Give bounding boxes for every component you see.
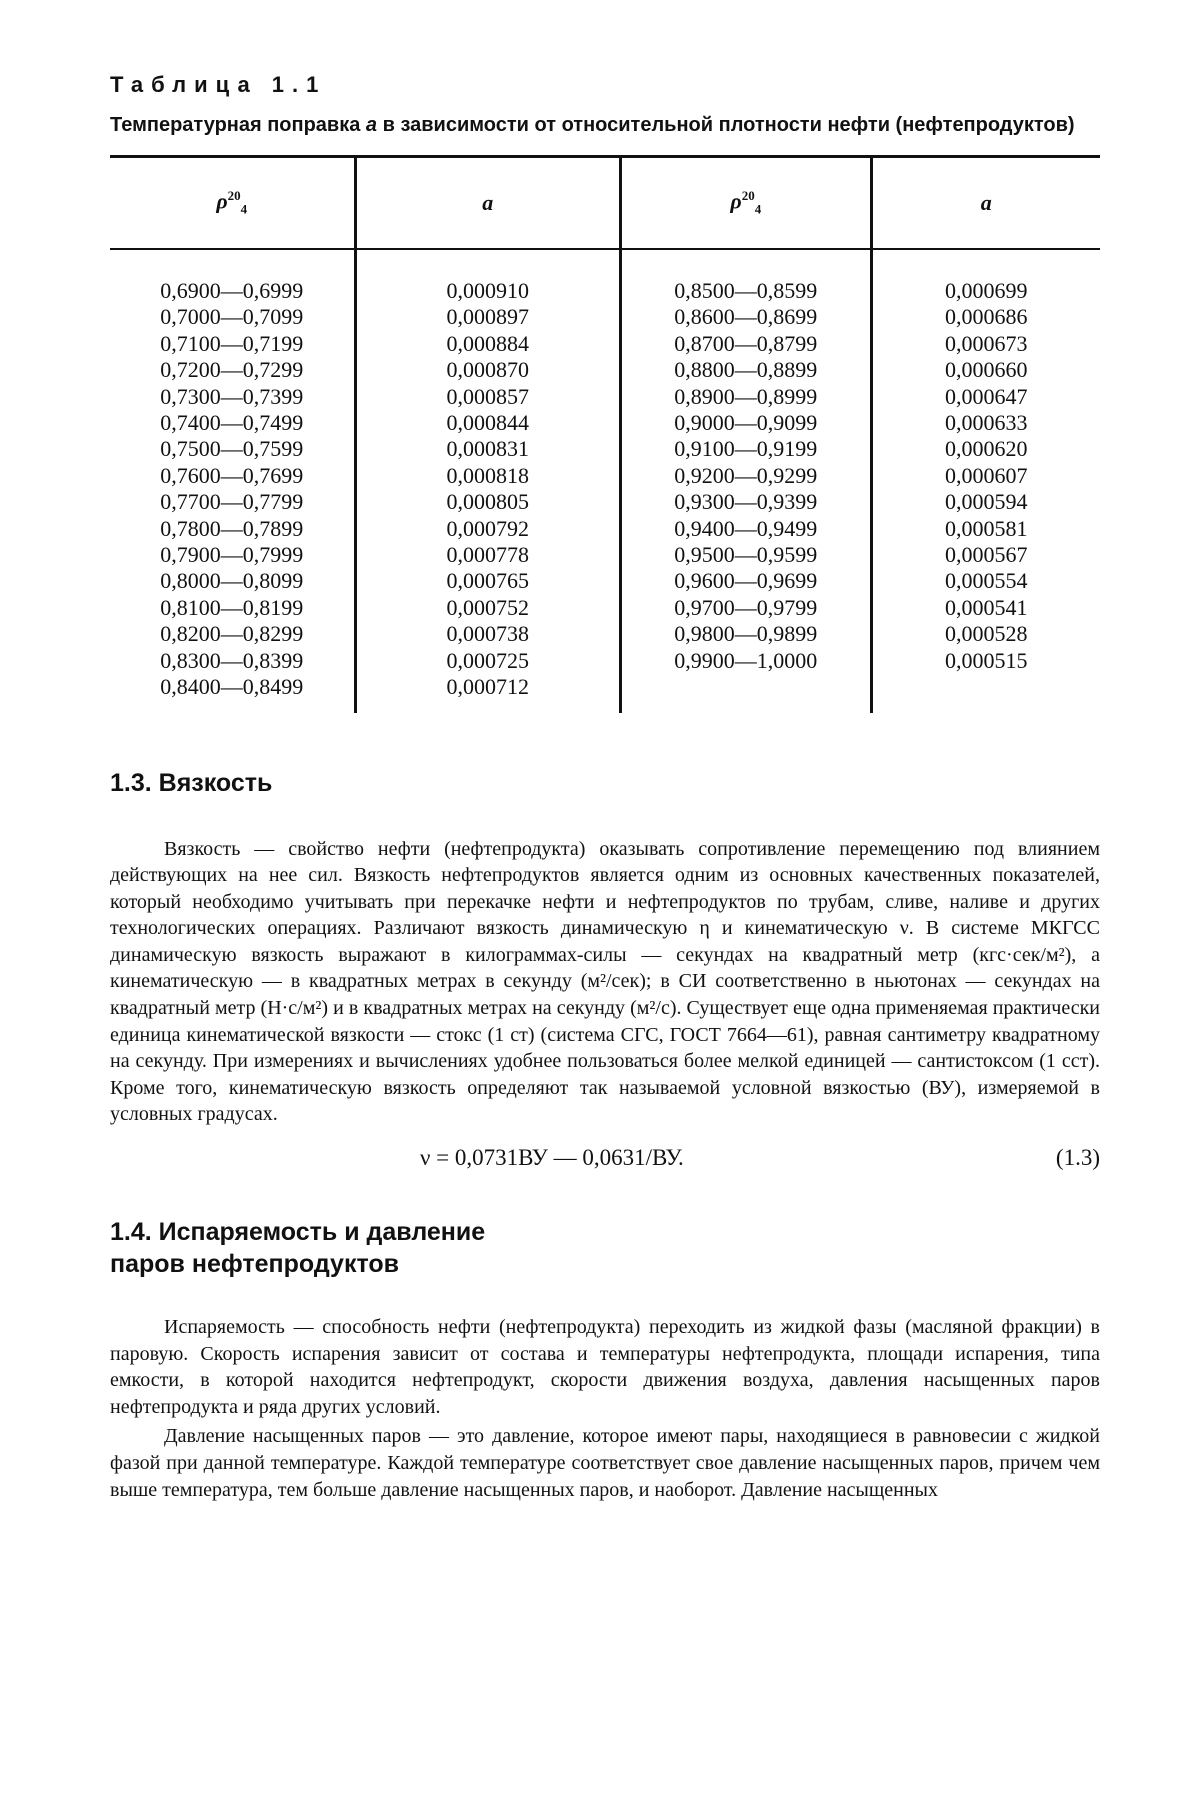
table-cell-density: 0,8700—0,8799	[674, 330, 818, 356]
table-cell-correction: 0,000620	[945, 436, 1028, 462]
table-cell-correction: 0,000870	[446, 357, 530, 383]
table-cell-density: 0,8500—0,8599	[674, 278, 818, 303]
table-cell-correction: 0,000765	[446, 568, 530, 594]
section-1-4-title	[110, 1216, 1100, 1280]
table-cell-correction: 0,000792	[446, 515, 530, 541]
table-cell-density: 0,7500—0,7599	[160, 436, 304, 462]
section-1-3-title: 1.3. Вязкость	[110, 768, 273, 797]
table-caption-part2: в зависимости от относительной плотности нефти (нефтепродуктов)	[377, 114, 1075, 136]
table-cell-density: 0,8900—0,8999	[674, 383, 818, 409]
table-cell-correction: 0,000567	[945, 542, 1028, 568]
density-column-left	[110, 249, 355, 713]
density-column-right	[621, 249, 871, 713]
section-1-3-paragraph: Вязкость — свойство нефти (нефтепродукта) оказывать сопротивление перемещению под влиянием действующих на нее сил. Вязкость нефтепродуктов является одним из основных качественных показателей, который необходимо учитывать при перекачке нефти и нефтепродуктов по трубам, сливе, наливе и других технологических операциях. Различают вязкость динамическую η и кинематическую ν. В системе МКГСС динамическую вязкость выражают в килограммах-силы — секундах на квадратный метр (кгс·сек/м²), а кинематическую — в квадратных метрах в секунду (м²/сек); в СИ соответственно в ньютонах — секундах на квадратный метр (Н·с/м²) и в квадратных метрах на секунду (м²/с). Существует еще одна применяемая практически единица кинематической вязкости — стокс (1 ст) (система СГС, ГОСТ 7664—61), равная сантиметру квадратному на секунду. При измерениях и вычислениях удобнее пользоваться более мелкой единицей — сантистоксом (1 сст). Кроме того, кинематическую вязкость определяют так называемой условной вязкостью (ВУ), измеряемой в условных градусах.	[110, 837, 1100, 1126]
table-cell-correction: 0,000752	[446, 594, 530, 620]
table-cell-correction: 0,000673	[945, 330, 1028, 356]
table-cell-density: 0,7000—0,7099	[160, 304, 304, 330]
table-cell-density: 0,9100—0,9199	[674, 436, 818, 462]
table-cell-density: 0,7900—0,7999	[160, 542, 304, 568]
table-cell-correction: 0,000686	[945, 304, 1028, 330]
table-cell-density: 0,9000—0,9099	[674, 410, 818, 436]
table-cell-density: 0,9400—0,9499	[674, 515, 818, 541]
table-cell-correction: 0,000515	[945, 647, 1028, 673]
header-correction-right: a	[871, 157, 1100, 250]
table-cell-correction: 0,000581	[945, 515, 1028, 541]
table-cell-density: 0,9800—0,9899	[674, 621, 818, 647]
table-caption-part1: Температурная поправка	[110, 114, 366, 136]
table-caption-symbol: a	[365, 114, 378, 136]
table-cell-correction: 0,000541	[945, 594, 1028, 620]
table-cell-density: 0,6900—0,6999	[160, 278, 304, 303]
section-1-4-paragraph-1: Испаряемость — способность нефти (нефтепродукта) переходить из жидкой фазы (масляной фракции) в паровую. Скорость испарения зависит от состава и температуры нефтепродукта, площади испарения, типа емкости, в которой находится нефтепродукт, скорости движения воздуха, давления насыщенных паров нефтепродукта и ряда других условий.	[110, 1316, 1100, 1418]
table-cell-correction: 0,000647	[945, 383, 1028, 409]
table-caption	[110, 112, 1100, 139]
table-cell-density: 0,7700—0,7799	[160, 489, 304, 515]
table-cell-correction: 0,000554	[945, 568, 1028, 594]
table-cell-density: 0,9600—0,9699	[674, 568, 818, 594]
correction-table	[110, 155, 1100, 713]
table-cell-correction: 0,000910	[446, 278, 530, 303]
table-cell-correction: 0,000725	[446, 647, 530, 673]
table-cell-density: 0,7200—0,7299	[160, 357, 304, 383]
table-cell-density: 0,8400—0,8499	[160, 674, 304, 700]
table-cell-correction: 0,000660	[945, 357, 1028, 383]
table-cell-density: 0,8200—0,8299	[160, 621, 304, 647]
table-cell-density: 0,9700—0,9799	[674, 594, 818, 620]
table-cell-density: 0,7100—0,7199	[160, 330, 304, 356]
section-1-4-paragraph-2: Давление насыщенных паров — это давление, которое имеют пары, находящиеся в равновесии с жидкой фазой при данной температуре. Каждой температуре соответствует свое давление насыщенных паров, причем чем выше температура, тем больше давление насыщенных паров, и наоборот. Давление насыщенных	[110, 1425, 1100, 1501]
header-density-left: $\rho^{20}_4$	[110, 157, 355, 250]
table-cell-correction: 0,000844	[446, 410, 530, 436]
table-cell-density: 0,9200—0,9299	[674, 462, 818, 488]
table-cell-correction: 0,000831	[446, 436, 530, 462]
formula-expression: ν = 0,0731ВУ — 0,0631/ВУ.	[420, 1145, 684, 1171]
table-cell-density: 0,7800—0,7899	[160, 515, 304, 541]
viscosity-formula	[110, 1138, 1100, 1178]
table-cell-density: 0,9500—0,9599	[674, 542, 818, 568]
table-cell-density: 0,8800—0,8899	[674, 357, 818, 383]
table-cell-correction: 0,000712	[446, 674, 530, 700]
table-cell-correction: 0,000897	[446, 304, 530, 330]
table-cell-density: 0,8000—0,8099	[160, 568, 304, 594]
table-label: Таблица 1.1	[110, 72, 327, 97]
table-cell-correction: 0,000607	[945, 462, 1028, 488]
header-density-right: $\rho^{20}_4$	[621, 157, 871, 250]
formula-number: (1.3)	[1055, 1145, 1100, 1171]
table-cell-correction: 0,000778	[446, 542, 530, 568]
table-cell-density: 0,8600—0,8699	[674, 304, 818, 330]
table-cell-correction: 0,000699	[945, 278, 1028, 303]
table-cell-correction: 0,000738	[446, 621, 530, 647]
table-cell-correction: 0,000805	[446, 489, 530, 515]
table-cell-correction: 0,000633	[945, 410, 1028, 436]
table-cell-density: 0,7300—0,7399	[160, 383, 304, 409]
table-cell-density: 0,8300—0,8399	[160, 647, 304, 673]
header-correction-left: a	[355, 157, 621, 250]
table-cell-correction: 0,000818	[446, 462, 530, 488]
table-cell-density: 0,7400—0,7499	[160, 410, 304, 436]
table-header-row	[110, 157, 1100, 250]
table-body-row	[110, 249, 1100, 713]
correction-column-right	[871, 249, 1100, 713]
document-page	[110, 72, 1100, 1503]
table-cell-correction: 0,000857	[446, 383, 530, 409]
correction-column-left	[355, 249, 621, 713]
section-1-4-title-line1: 1.4. Испаряемость и давление	[110, 1218, 486, 1247]
table-cell-correction: 0,000528	[945, 621, 1028, 647]
table-cell-density: 0,7600—0,7699	[160, 462, 304, 488]
table-cell-density: 0,9900—1,0000	[674, 647, 818, 673]
table-cell-density: 0,9300—0,9399	[674, 489, 818, 515]
table-cell-correction: 0,000594	[945, 489, 1028, 515]
section-1-4-title-line2: паров нефтепродуктов	[110, 1250, 400, 1279]
table-cell-density: 0,8100—0,8199	[160, 594, 304, 620]
table-cell-correction: 0,000884	[446, 330, 530, 356]
